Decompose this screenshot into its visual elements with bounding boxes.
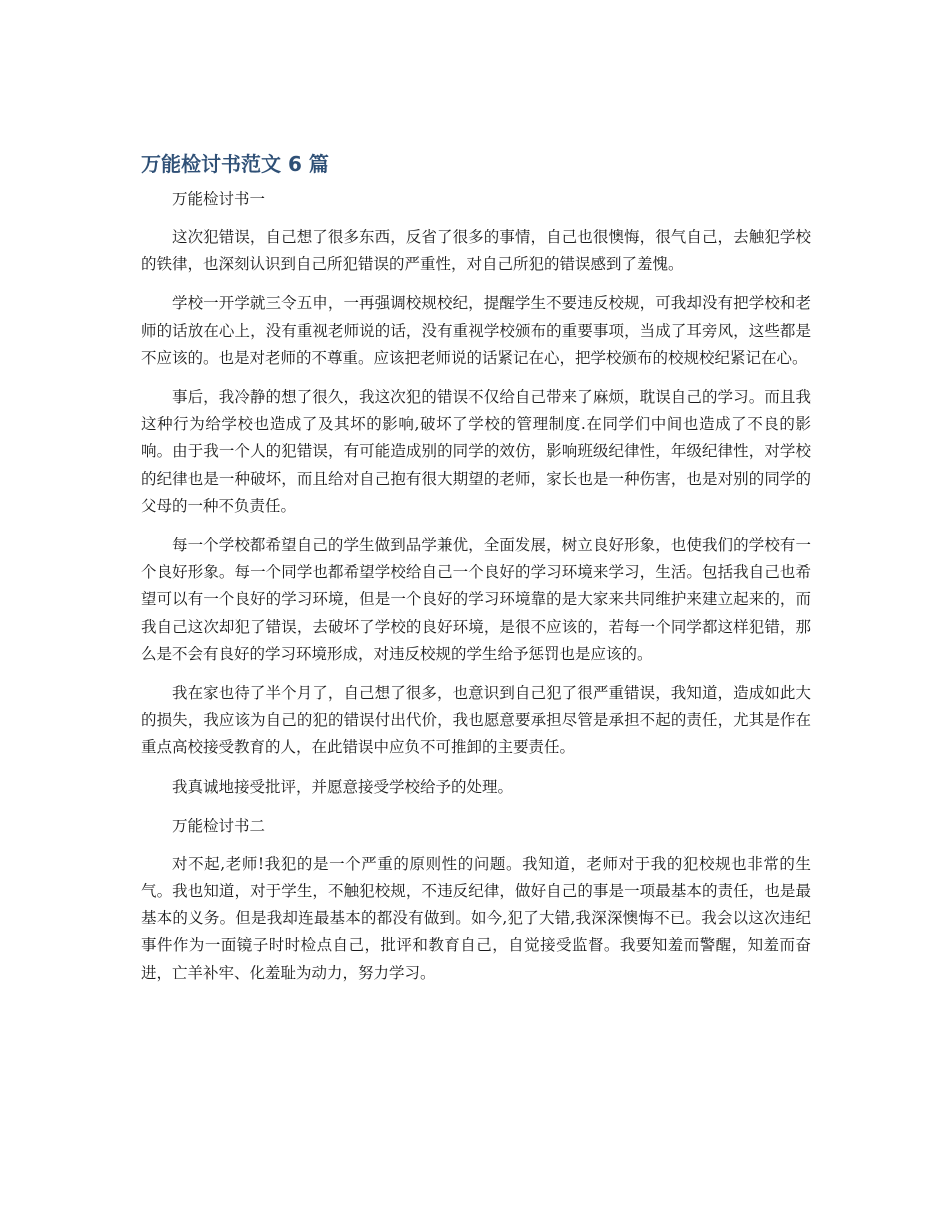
section-heading-2: 万能检讨书二 — [172, 816, 266, 835]
section-heading-1: 万能检讨书一 — [172, 190, 266, 208]
paragraph: 学校一开学就三令五申，一再强调校规校纪，提醒学生不要违反校规，可我却没有把学校和老师的话放在心上，没有重视老师说的话，没有重视学校颁布的重要事项，当成了耳旁风，这些都是不应该的。也是对老师的不尊重。应该把老师说的话紧记在心，把学校颁布的校规校纪紧记在心。 — [141, 294, 811, 367]
paragraph: 事后，我冷静的想了很久，我这次犯的错误不仅给自己带来了麻烦，耽误自己的学习。而且我这种行为给学校也造成了及其坏的影响,破坏了学校的管理制度.在同学们中间也造成了不良的影响。由于我一个人的犯错误，有可能造成别的同学的效仿，影响班级纪律性，年级纪律性，对学校的纪律也是一种破坏，而且给对自己抱有很大期望的老师，家长也是一种伤害，也是对别的同学的父母的一种不负责任。 — [141, 388, 811, 515]
paragraph: 对不起,老师!我犯的是一个严重的原则性的问题。我知道，老师对于我的犯校规也非常的生气。我也知道，对于学生，不触犯校规，不违反纪律，做好自己的事是一项最基本的责任，也是最基本的义务。但是我却连最基本的都没有做到。如今,犯了大错,我深深懊悔不已。我会以这次违纪事件作为一面镜子时时检点自己，批评和教育自己，自觉接受监督。我要知羞而警醒，知羞而奋进，亡羊补牢、化羞耻为动力，努力学习。 — [141, 854, 811, 982]
paragraph: 我真诚地接受批评，并愿意接受学校给予的处理。 — [172, 777, 514, 796]
document-body — [141, 148, 811, 999]
paragraph: 我在家也待了半个月了，自己想了很多，也意识到自己犯了很严重错误，我知道，造成如此大的损失，我应该为自己的犯的错误付出代价，我也愿意要承担尽管是承担不起的责任，尤其是作在重点高校接受教育的人，在此错误中应负不可推卸的主要责任。 — [141, 684, 811, 757]
paragraph: 这次犯错误，自己想了很多东西，反省了很多的事情，自己也很懊悔，很气自己，去触犯学校的铁律，也深刻认识到自己所犯错误的严重性，对自己所犯的错误感到了羞愧。 — [141, 228, 811, 274]
document-title: 万能检讨书范文 6 篇 — [141, 152, 329, 176]
paragraph: 每一个学校都希望自己的学生做到品学兼优，全面发展，树立良好形象，也使我们的学校有一个良好形象。每一个同学也都希望学校给自己一个良好的学习环境来学习，生活。包括我自己也希望可以有一个良好的学习环境，但是一个良好的学习环境靠的是大家来共同维护来建立起来的，而我自己这次却犯了错误，去破坏了学校的良好环境，是很不应该的，若每一个同学都这样犯错，那么是不会有良好的学习环境形成，对违反校规的学生给予惩罚也是应该的。 — [141, 536, 811, 663]
